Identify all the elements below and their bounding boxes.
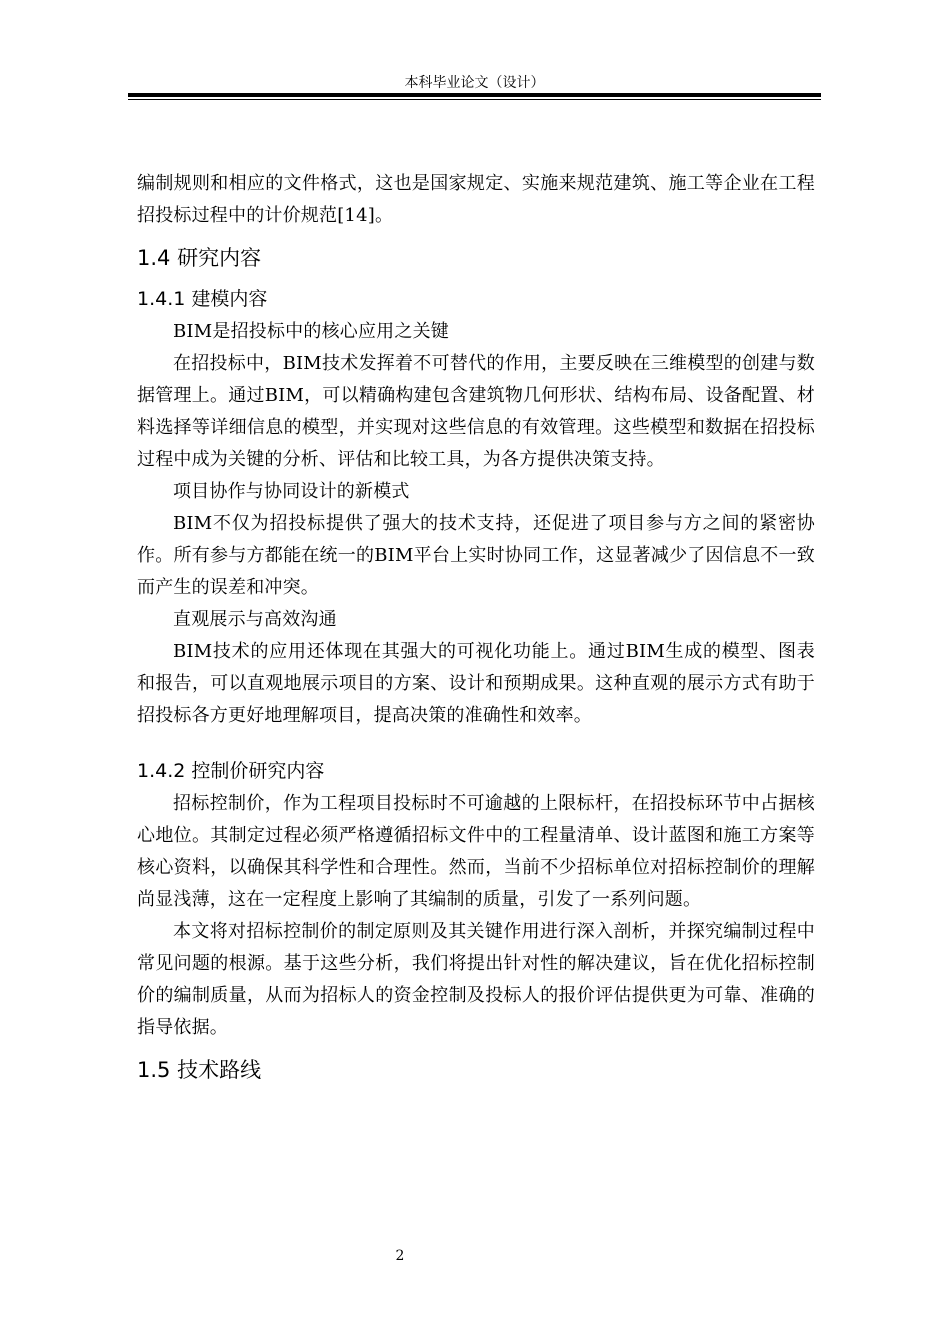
section-heading-1-5: 1.5 技术路线 [137,1058,262,1082]
paragraph-gap [137,732,815,752]
item-text-visualization: BIM技术的应用还体现在其强大的可视化功能上。通过BIM生成的模型、图表和报告，可以直观地展示项目的方案、设计和预期成果。这种直观的展示方式有助于招投标各方更好地理解项目，提高决策的准确性和效率。 [137,641,815,726]
intro-paragraph: 编制规则和相应的文件格式，这也是国家规定、实施来规范建筑、施工等企业在工程招投标过程中的计价规范[14]。 [137,173,815,226]
page-header: 本科毕业论文（设计） [404,75,545,91]
item-text-collaboration: BIM不仅为招投标提供了强大的技术支持，还促进了项目参与方之间的紧密协作。所有参与方都能在统一的BIM平台上实时协同工作，这显著减少了因信息不一致而产生的误差和冲突。 [137,513,815,598]
item-title-bim-core: BIM是招投标中的核心应用之关键 [173,321,449,342]
item-title-collaboration: 项目协作与协同设计的新模式 [173,481,410,502]
control-price-paragraph-1: 招标控制价，作为工程项目投标时不可逾越的上限标杆，在招投标环节中占据核心地位。其制定过程必须严格遵循招标文件中的工程量清单、设计蓝图和施工方案等核心资料，以确保其科学性和合理性。然而，当前不少招标单位对招标控制价的理解尚显浅薄，这在一定程度上影响了其编制的质量，引发了一系列问题。 [137,793,815,910]
control-price-paragraph-2: 本文将对招标控制价的制定原则及其关键作用进行深入剖析，并探究编制过程中常见问题的根源。基于这些分析，我们将提出针对性的解决建议，旨在优化招标控制价的编制质量，从而为招标人的资金控制及投标人的报价评估提供更为可靠、准确的指导依据。 [137,921,815,1038]
document-body [137,168,815,1092]
page-number: 2 [395,1248,405,1264]
item-text-bim-core: 在招投标中，BIM技术发挥着不可替代的作用，主要反映在三维模型的创建与数据管理上。通过BIM，可以精确构建包含建筑物几何形状、结构布局、设备配置、材料选择等详细信息的模型，并实现对这些信息的有效管理。这些模型和数据在招投标过程中成为关键的分析、评估和比较工具，为各方提供决策支持。 [137,353,815,470]
section-heading-1-4: 1.4 研究内容 [137,246,262,270]
header-rule-thin [128,99,821,100]
subsection-heading-1-4-2: 1.4.2 控制价研究内容 [137,760,325,782]
item-title-visualization: 直观展示与高效沟通 [173,609,337,630]
subsection-heading-1-4-1: 1.4.1 建模内容 [137,288,268,310]
header-rule-thick [128,93,821,97]
